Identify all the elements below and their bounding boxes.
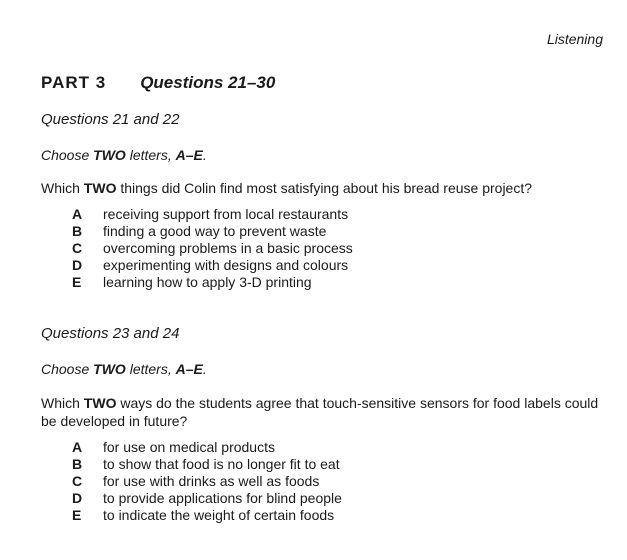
option-b — [72, 456, 342, 473]
instruction-suffix: . — [202, 147, 207, 163]
question-text — [41, 180, 601, 198]
option-text: experimenting with designs and colours — [103, 257, 349, 273]
instruction-range: A–E — [175, 147, 203, 163]
options-list — [72, 206, 353, 291]
question-text — [41, 395, 601, 430]
part-heading — [41, 73, 275, 93]
option-d — [72, 257, 353, 274]
option-text: to provide applications for blind people — [103, 490, 342, 506]
option-text: for use with drinks as well as foods — [103, 473, 320, 489]
option-letter: D — [72, 490, 83, 506]
part-question-range: Questions 21–30 — [140, 73, 276, 92]
option-e — [72, 507, 342, 524]
group-title: Questions 21 and 22 — [41, 111, 180, 128]
part-label: PART 3 — [41, 73, 107, 92]
option-d — [72, 490, 342, 507]
option-letter: A — [72, 439, 83, 455]
question-group-23-24 — [41, 324, 601, 523]
option-text: to show that food is no longer fit to eat — [103, 456, 340, 472]
question-prefix: Which — [41, 180, 84, 196]
option-letter: A — [72, 206, 83, 222]
option-a — [72, 439, 342, 456]
instruction-prefix: Choose — [41, 147, 94, 163]
question-prefix: Which — [41, 395, 84, 411]
option-text: overcoming problems in a basic process — [103, 240, 353, 256]
instruction-emphasis: TWO — [93, 361, 126, 377]
option-c — [72, 240, 353, 257]
instruction-emphasis: TWO — [93, 147, 126, 163]
option-letter: E — [72, 274, 82, 290]
option-b — [72, 223, 353, 240]
question-group-21-22 — [41, 110, 601, 290]
instruction-prefix: Choose — [41, 361, 94, 377]
option-letter: C — [72, 473, 83, 489]
question-emphasis: TWO — [83, 180, 117, 196]
option-letter: D — [72, 257, 83, 273]
section-label: Listening — [546, 31, 603, 47]
option-text: finding a good way to prevent waste — [103, 223, 327, 239]
option-c — [72, 473, 342, 490]
question-emphasis: TWO — [83, 395, 117, 411]
group-title: Questions 23 and 24 — [41, 325, 180, 342]
option-e — [72, 274, 353, 291]
instruction-range: A–E — [175, 361, 203, 377]
option-a — [72, 206, 353, 223]
option-text: for use on medical products — [103, 439, 275, 455]
option-letter: B — [72, 456, 83, 472]
question-rest: ways do the students agree that touch-sensitive sensors for food labels could be developed in future? — [41, 395, 599, 429]
group-instruction — [41, 361, 207, 378]
question-rest: things did Colin find most satisfying about his bread reuse project? — [116, 180, 533, 196]
option-text: learning how to apply 3-D printing — [103, 274, 312, 290]
option-letter: C — [72, 240, 83, 256]
group-instruction — [41, 147, 207, 164]
option-letter: E — [72, 507, 82, 523]
instruction-middle: letters, — [125, 361, 176, 377]
instruction-middle: letters, — [125, 147, 176, 163]
option-letter: B — [72, 223, 83, 239]
option-text: to indicate the weight of certain foods — [103, 507, 335, 523]
options-list — [72, 439, 342, 524]
option-text: receiving support from local restaurants — [103, 206, 349, 222]
instruction-suffix: . — [202, 361, 207, 377]
